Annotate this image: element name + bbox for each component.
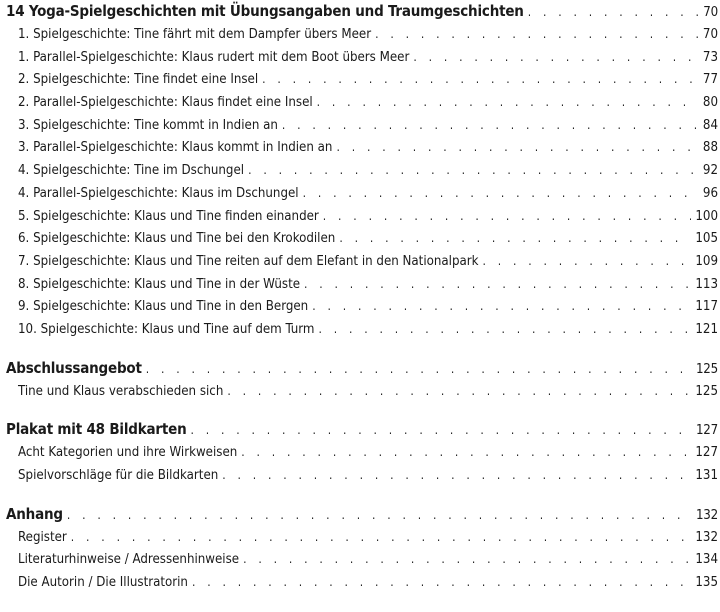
page-number: 125 (695, 383, 718, 399)
entry-title: 9. Spielgeschichte: Klaus und Tine in den Bergen (18, 299, 309, 315)
entry-title: 1. Spielgeschichte: Tine fährt mit dem Dampfer übers Meer (18, 27, 372, 42)
section-spacer (6, 402, 718, 418)
dot-leader (413, 46, 699, 69)
page-number: 117 (695, 299, 718, 315)
toc-entry[interactable] (6, 159, 718, 182)
entry-title: Register (18, 529, 67, 545)
toc-entry[interactable] (6, 182, 718, 205)
toc-entry[interactable] (6, 91, 718, 114)
toc-entry[interactable] (6, 23, 718, 46)
dot-leader (483, 250, 692, 273)
entry-title: Die Autorin / Die Illustratorin (18, 575, 188, 591)
page-number: 70 (703, 5, 718, 20)
toc-entry[interactable] (6, 114, 718, 137)
dot-leader (304, 273, 691, 296)
section-spacer (6, 487, 718, 503)
dot-leader (243, 548, 691, 571)
dot-leader (67, 504, 692, 526)
toc-entry[interactable] (6, 136, 718, 159)
section-title: Plakat mit 48 Bildkarten (6, 420, 187, 439)
page-number: 132 (695, 529, 718, 545)
toc-section-heading[interactable] (6, 0, 718, 23)
dot-leader (192, 571, 691, 594)
entry-title: Acht Kategorien und ihre Wirkweisen (18, 445, 238, 461)
entry-title: 3. Parallel-Spielgeschichte: Klaus kommt in Indien an (18, 140, 333, 156)
toc-entry[interactable] (6, 526, 718, 549)
dot-leader (227, 380, 691, 403)
page-number: 132 (695, 507, 718, 523)
dot-leader (190, 419, 691, 441)
toc-entry[interactable] (6, 318, 718, 341)
dot-leader (241, 441, 691, 464)
toc-section-heading[interactable] (6, 503, 718, 526)
dot-leader (146, 358, 692, 380)
toc-section-heading[interactable] (6, 357, 718, 380)
section-title: 14 Yoga-Spielgeschichten mit Übungsangaben und Traumgeschichten (6, 2, 524, 20)
toc-entry[interactable] (6, 571, 718, 594)
entry-title: 10. Spielgeschichte: Klaus und Tine auf dem Turm (18, 321, 315, 337)
page-number: 105 (695, 231, 718, 247)
page-number: 109 (695, 253, 718, 269)
page-number: 100 (695, 208, 718, 224)
entry-title: 8. Spielgeschichte: Klaus und Tine in der Wüste (18, 276, 301, 292)
entry-title: Spielvorschläge für die Bildkarten (18, 468, 219, 483)
entry-title: Tine und Klaus verabschieden sich (18, 383, 224, 399)
toc-entry[interactable] (6, 46, 718, 69)
page-number: 73 (702, 49, 718, 65)
entry-title: 4. Parallel-Spielgeschichte: Klaus im Dschungel (18, 185, 299, 201)
toc-entry[interactable] (6, 273, 718, 296)
toc-entry[interactable] (6, 250, 718, 273)
page-number: 135 (695, 575, 718, 591)
dot-leader (303, 182, 699, 205)
page-number: 125 (695, 361, 718, 377)
dot-leader (339, 227, 691, 250)
dot-leader (323, 205, 692, 228)
dot-leader (262, 68, 699, 91)
dot-leader (375, 23, 699, 46)
page-number: 80 (702, 95, 718, 111)
page-number: 127 (695, 445, 718, 461)
dot-leader (71, 526, 692, 549)
toc-entry[interactable] (6, 441, 718, 464)
toc-entry[interactable] (6, 68, 718, 91)
entry-title: 7. Spielgeschichte: Klaus und Tine reiten auf dem Elefant in den Nationalpark (18, 253, 479, 269)
entry-title: 2. Spielgeschichte: Tine findet eine Insel (18, 72, 259, 88)
page-number: 77 (702, 72, 718, 88)
page-number: 92 (702, 163, 718, 179)
page-number: 134 (695, 552, 718, 568)
dot-leader (282, 114, 699, 137)
page-number: 131 (695, 468, 718, 483)
dot-leader (336, 136, 698, 159)
toc-entry[interactable] (6, 295, 718, 318)
table-of-contents (6, 0, 718, 594)
entry-title: Literaturhinweise / Adressenhinweise (18, 552, 240, 568)
section-spacer (6, 341, 718, 357)
dot-leader (318, 318, 691, 341)
page-number: 113 (695, 276, 718, 292)
page-number: 121 (695, 321, 718, 337)
entry-title: 4. Spielgeschichte: Tine im Dschungel (18, 163, 245, 179)
entry-title: 1. Parallel-Spielgeschichte: Klaus rudert mit dem Boot übers Meer (18, 49, 410, 65)
section-title: Anhang (6, 504, 63, 523)
dot-leader (248, 159, 699, 182)
entry-title: 5. Spielgeschichte: Klaus und Tine finden einander (18, 208, 319, 224)
entry-title: 2. Parallel-Spielgeschichte: Klaus findet eine Insel (18, 95, 313, 111)
dot-leader (317, 91, 699, 114)
toc-entry[interactable] (6, 548, 718, 571)
page-number: 70 (702, 27, 718, 42)
section-title: Abschlussangebot (6, 358, 142, 377)
dot-leader (312, 295, 691, 318)
page-number: 88 (702, 140, 718, 156)
toc-entry[interactable] (6, 380, 718, 403)
toc-entry[interactable] (6, 227, 718, 250)
toc-entry[interactable] (6, 205, 718, 228)
page-number: 84 (702, 117, 718, 133)
page-number: 96 (702, 185, 718, 201)
toc-section-heading[interactable] (6, 418, 718, 441)
dot-leader (222, 464, 691, 487)
entry-title: 3. Spielgeschichte: Tine kommt in Indien an (18, 117, 278, 133)
dot-leader (528, 1, 700, 23)
page-number: 127 (695, 423, 718, 439)
toc-entry[interactable] (6, 464, 718, 487)
entry-title: 6. Spielgeschichte: Klaus und Tine bei den Krokodilen (18, 231, 336, 247)
